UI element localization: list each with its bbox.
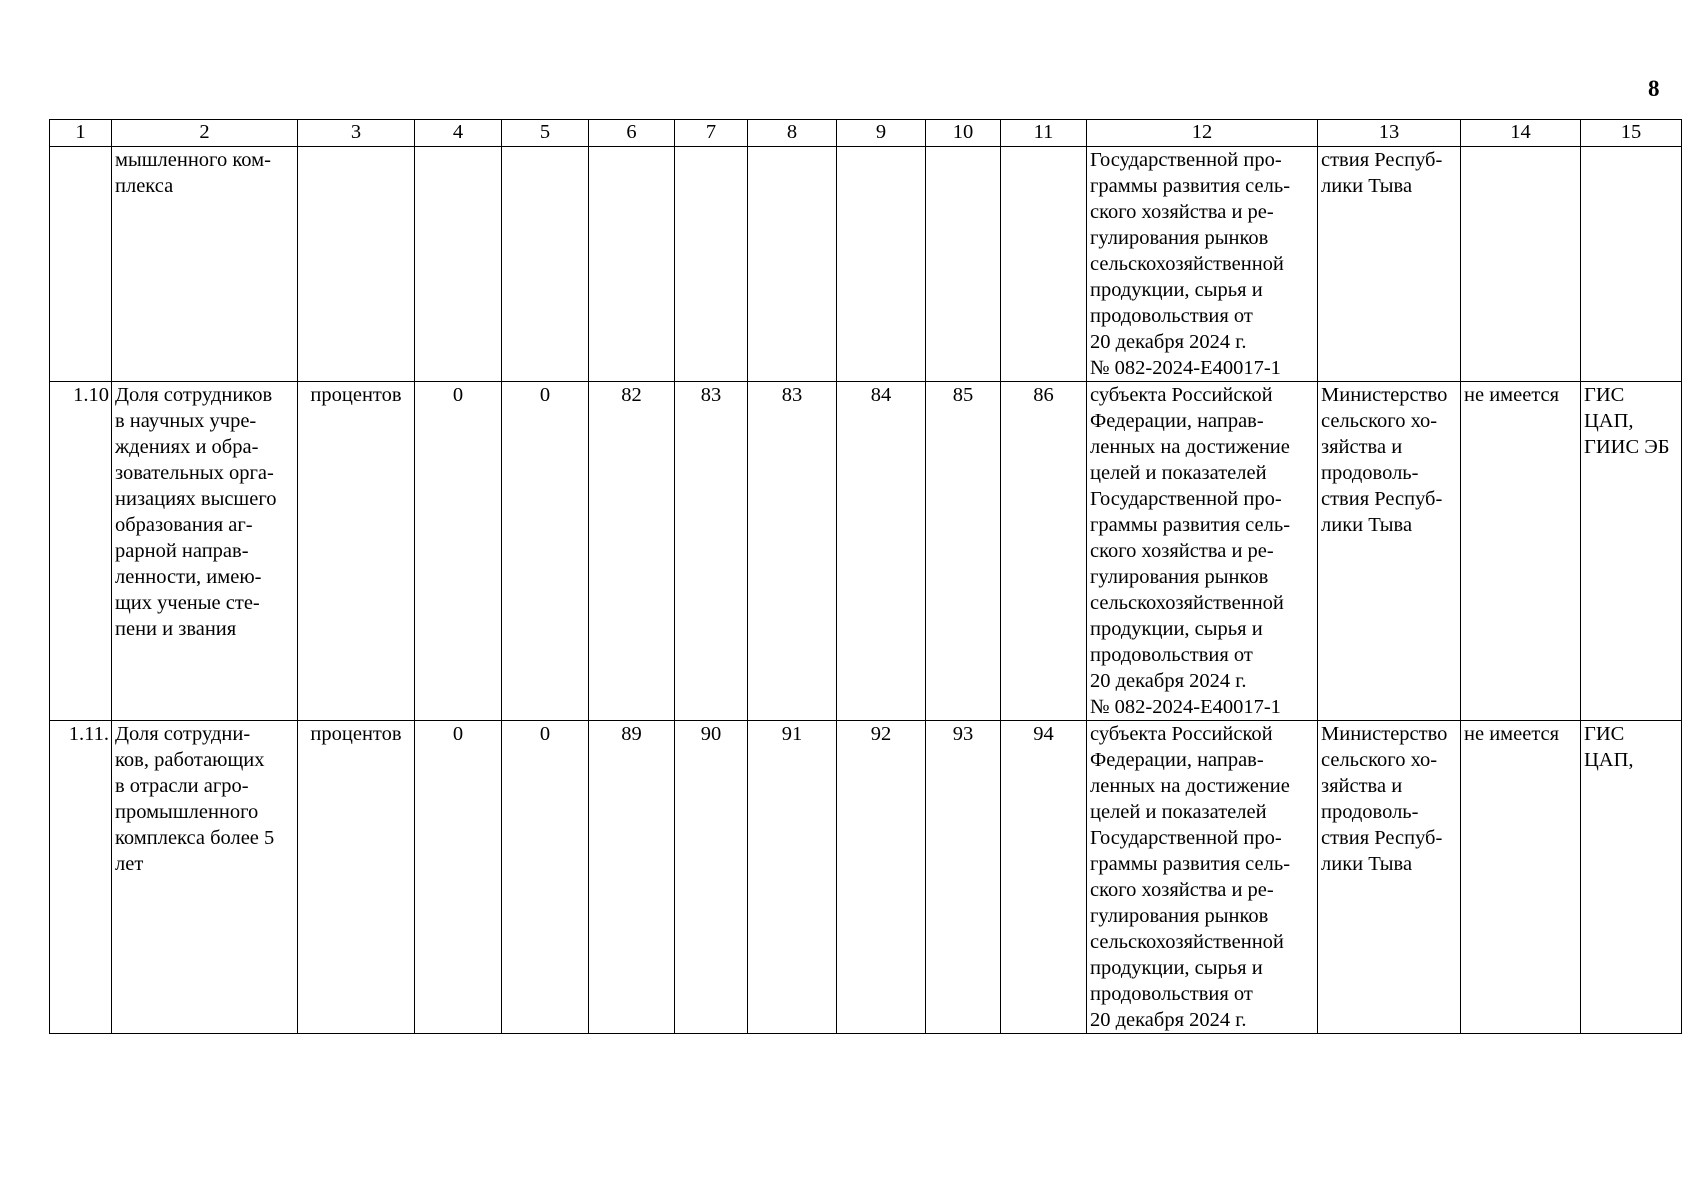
column-header: 10: [926, 120, 1001, 147]
value-cell: [1001, 147, 1087, 382]
value-cell: 85: [926, 382, 1001, 721]
page-number: 8: [1648, 76, 1660, 101]
column-header: 9: [837, 120, 926, 147]
column-header: 3: [298, 120, 415, 147]
note-cell: не имеется: [1461, 721, 1581, 1034]
value-cell: 0: [415, 382, 502, 721]
table-row: [50, 382, 1682, 721]
info-system-cell: ГИС ЦАП,: [1581, 721, 1682, 1034]
row-number: [50, 147, 112, 382]
column-header: 4: [415, 120, 502, 147]
column-header: 1: [50, 120, 112, 147]
unit-cell: [298, 147, 415, 382]
indicator-name: Доля сотрудников в научных учре- ждениях и обра- зовательных орга- низациях высшего образования аг- рарной направ- ленности, имею- щих ученые сте- пени и звания: [112, 382, 298, 721]
table-row: [50, 147, 1682, 382]
value-cell: [748, 147, 837, 382]
value-cell: 83: [675, 382, 748, 721]
column-header: 5: [502, 120, 589, 147]
value-cell: 94: [1001, 721, 1087, 1034]
value-cell: 0: [502, 721, 589, 1034]
value-cell: 84: [837, 382, 926, 721]
value-cell: [502, 147, 589, 382]
header-row: [50, 120, 1682, 147]
unit-cell: процентов: [298, 382, 415, 721]
column-header: 8: [748, 120, 837, 147]
note-cell: [1461, 147, 1581, 382]
value-cell: 0: [415, 721, 502, 1034]
value-cell: 89: [589, 721, 675, 1034]
value-cell: [589, 147, 675, 382]
column-header: 12: [1087, 120, 1318, 147]
indicator-name: мышленного ком- плекса: [112, 147, 298, 382]
basis-document-cell: Государственной про- граммы развития сель- ского хозяйства и ре- гулирования рынков сельскохозяйственной продукции, сырья и продовольствия от 20 декабря 2024 г. № 082-2024-Е40017-1: [1087, 147, 1318, 382]
column-header: 15: [1581, 120, 1682, 147]
value-cell: [837, 147, 926, 382]
value-cell: [675, 147, 748, 382]
value-cell: [926, 147, 1001, 382]
responsible-body-cell: Министерство сельского хо- зяйства и продоволь- ствия Респуб- лики Тыва: [1318, 382, 1461, 721]
column-header: 14: [1461, 120, 1581, 147]
value-cell: 90: [675, 721, 748, 1034]
value-cell: 82: [589, 382, 675, 721]
value-cell: 92: [837, 721, 926, 1034]
indicators-table: [49, 119, 1682, 1034]
column-header: 6: [589, 120, 675, 147]
value-cell: [415, 147, 502, 382]
info-system-cell: [1581, 147, 1682, 382]
responsible-body-cell: ствия Респуб- лики Тыва: [1318, 147, 1461, 382]
value-cell: 0: [502, 382, 589, 721]
column-header: 2: [112, 120, 298, 147]
column-header: 13: [1318, 120, 1461, 147]
value-cell: 91: [748, 721, 837, 1034]
value-cell: 83: [748, 382, 837, 721]
column-header: 11: [1001, 120, 1087, 147]
info-system-cell: ГИС ЦАП, ГИИС ЭБ: [1581, 382, 1682, 721]
basis-document-cell: субъекта Российской Федерации, направ- ленных на достижение целей и показателей Государственной про- граммы развития сель- ского хозяйства и ре- гулирования рынков сельскохозяйственной продукции, сырья и продовольствия от 20 декабря 2024 г. № 082-2024-Е40017-1: [1087, 382, 1318, 721]
row-number: 1.11.: [50, 721, 112, 1034]
row-number: 1.10: [50, 382, 112, 721]
basis-document-cell: субъекта Российской Федерации, направ- ленных на достижение целей и показателей Государственной про- граммы развития сель- ского хозяйства и ре- гулирования рынков сельскохозяйственной продукции, сырья и продовольствия от 20 декабря 2024 г.: [1087, 721, 1318, 1034]
column-header: 7: [675, 120, 748, 147]
responsible-body-cell: Министерство сельского хо- зяйства и продоволь- ствия Респуб- лики Тыва: [1318, 721, 1461, 1034]
unit-cell: процентов: [298, 721, 415, 1034]
note-cell: не имеется: [1461, 382, 1581, 721]
indicator-name: Доля сотрудни- ков, работающих в отрасли агро- промышленного комплекса более 5 лет: [112, 721, 298, 1034]
value-cell: 86: [1001, 382, 1087, 721]
value-cell: 93: [926, 721, 1001, 1034]
table-row: [50, 721, 1682, 1034]
